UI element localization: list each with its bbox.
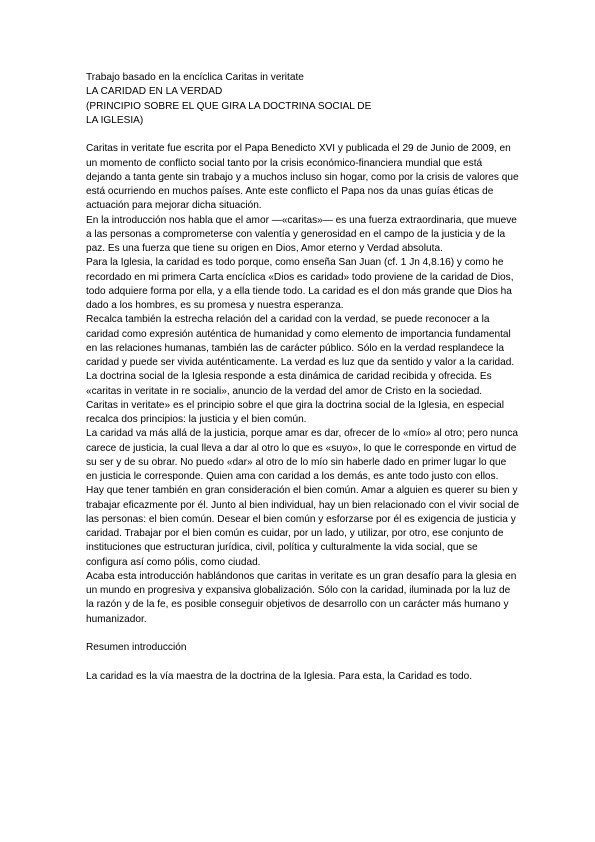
body-paragraph: La doctrina social de la Iglesia responde a esta dinámica de caridad recibida y ofrecida. Es «caritas in veritate in re sociali», anuncio de la verdad del amor de Cristo en la sociedad. [86,371,492,397]
document-body [86,142,520,684]
body-paragraph: Caritas in veritate» es el principio sobre el que gira la doctrina social de la Iglesia, en especial recalca dos principios: la justicia y el bien común. [86,399,504,425]
paragraph-spacer [86,655,520,669]
body-paragraph: Acaba esta introducción hablándonos que caritas in veritate es un gran desafío para la glesia en un mundo en progresiva y expansiva globalización. Sólo con la caridad, iluminada por la luz de la razón y de la fe, es posible conseguir objetivos de desarrollo con un carácter más humano y humanizador. [86,570,517,625]
heading-line: LA CARIDAD EN LA VERDAD [86,86,223,98]
heading-line: LA IGLESIA) [86,114,144,126]
paragraph-spacer [86,627,520,641]
heading-line: (PRINCIPIO SOBRE EL QUE GIRA LA DOCTRINA SOCIAL DE [86,100,372,112]
body-paragraph: En la introducción nos habla que el amor —«caritas»— es una fuerza extraordinaria, que mueve a las personas a comprometerse con valentía y generosidad en el campo de la justicia y de la paz. Es una fuerza que tiene su origen en Dios, Amor eterno y Verdad absoluta. [86,214,517,254]
summary-title: Resumen introducción [86,642,187,653]
document-content [86,71,520,684]
body-paragraph: Recalca también la estrecha relación del a caridad con la verdad, se puede reconocer a la caridad como expresión auténtica de humanidad y como elemento de importancia fundamental en las relaciones humanas, también las de carácter público. Sólo en la verdad resplandece la caridad y puede ser vivida auténticamente. La verdad es luz que da sentido y valor a la caridad. [86,314,515,368]
heading-line: Trabajo basado en la encíclica Caritas in veritate [86,72,304,83]
body-paragraph: Caritas in veritate fue escrita por el Papa Benedicto XVI y publicada el 29 de Junio de 2009, en un momento de conflicto social tanto por la crisis económico-financiera mundial que está dejando a tanta gente sin trabajo y a muchos incluso sin hogar, como por la crisis de valores que está ocurriendo en muchos países. Ante este conflicto el Papa nos da unas guías éticas de actuación para mejorar dicha situación. [86,143,519,212]
body-paragraph: Hay que tener también en gran consideración el bien común. Amar a alguien es querer su bien y trabajar eficazmente por él. Junto al bien individual, hay un bien relacionado con el vivir social de las personas: el bien común. Desear el bien común y esforzarse por él es exigencia de justicia y caridad. Trabajar por el bien común es cuidar, por un lado, y utilizar, por otro, ese conjunto de instituciones que estructuran jurídica, civil, política y culturalmente la vida social, que se configura así como pólis, como ciudad. [86,485,520,568]
summary-text: La caridad es la vía maestra de la doctrina de la Iglesia. Para esta, la Caridad es todo. [86,670,473,682]
body-paragraph: La caridad va más allá de la justicia, porque amar es dar, ofrecer de lo «mío» al otro; pero nunca carece de justicia, la cual lleva a dar al otro lo que es «suyo», lo que le corresponde en virtud de su ser y de su obrar. No puedo «dar» al otro de lo mío sin haberle dado en primer lugar lo que en justicia le corresponde. Quien ama con caridad a los demás, es ante todo justo con ellos. [86,428,519,482]
document-heading [86,71,520,128]
body-paragraph: Para la Iglesia, la caridad es todo porque, como enseña San Juan (cf. 1 Jn 4,8.16) y como he recordado en mi primera Carta encíclica «Dios es caridad» todo proviene de la caridad de Dios, todo adquiere forma por ella, y a ella tiende todo. La caridad es el don más grande que Dios ha dado a los hombres, es su promesa y nuestra esperanza. [86,257,514,311]
